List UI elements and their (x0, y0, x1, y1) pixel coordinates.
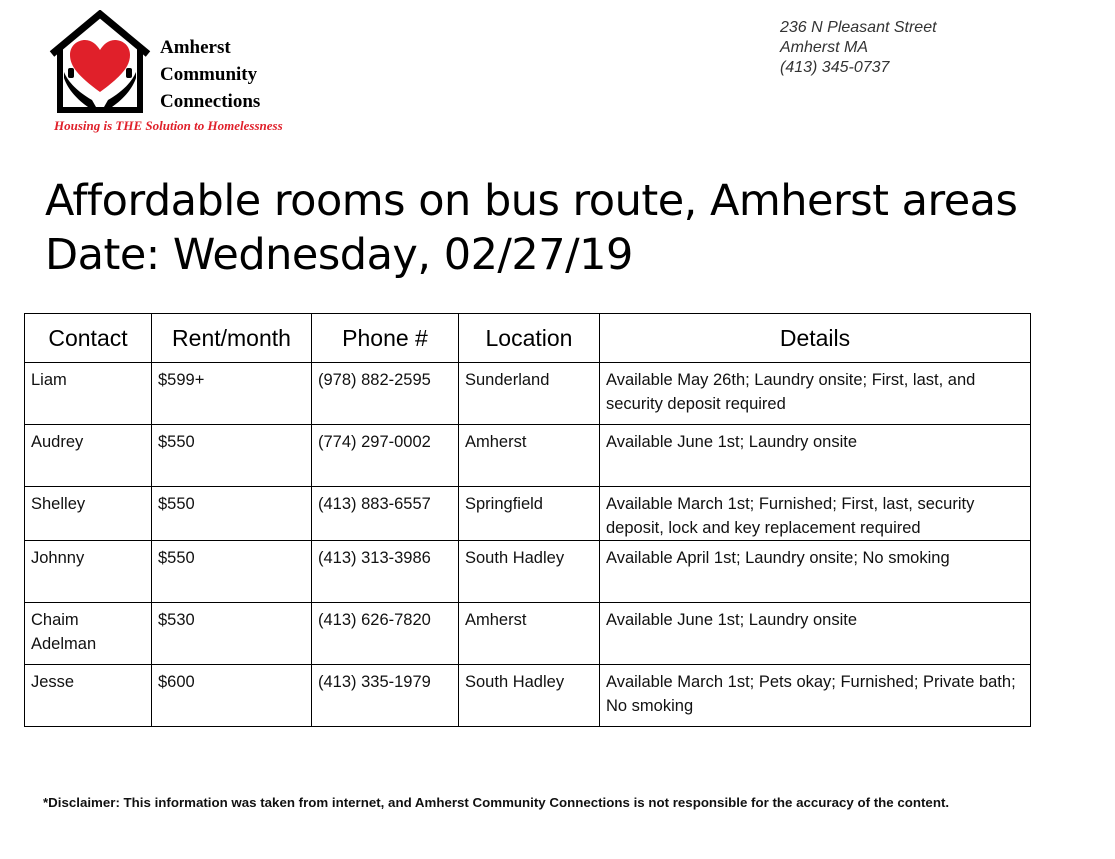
address-street: 236 N Pleasant Street (780, 19, 937, 36)
cell-location: South Hadley (459, 541, 600, 603)
org-name-line3: Connections (160, 91, 261, 112)
page-title: Affordable rooms on bus route, Amherst areas (45, 176, 1018, 226)
cell-phone: (413) 335-1979 (312, 665, 459, 727)
page-date: Date: Wednesday, 02/27/19 (45, 230, 633, 280)
org-logo (48, 10, 348, 138)
cell-details: Available June 1st; Laundry onsite (600, 603, 1031, 665)
table-row (25, 665, 1031, 727)
table-row (25, 541, 1031, 603)
cell-rent: $600 (152, 665, 312, 727)
org-name-line1: Amherst (160, 37, 231, 58)
header-rent: Rent/month (152, 314, 312, 363)
cell-rent: $599+ (152, 363, 312, 425)
cell-details: Available June 1st; Laundry onsite (600, 425, 1031, 487)
cell-details: Available April 1st; Laundry onsite; No smoking (600, 541, 1031, 603)
cell-location: Sunderland (459, 363, 600, 425)
cell-details: Available March 1st; Pets okay; Furnished; Private bath; No smoking (600, 665, 1031, 727)
org-address (780, 18, 937, 78)
cell-phone: (774) 297-0002 (312, 425, 459, 487)
cell-contact: Shelley (25, 487, 152, 541)
cell-contact: Chaim Adelman (25, 603, 152, 665)
cell-location: Amherst (459, 425, 600, 487)
cell-phone: (413) 626-7820 (312, 603, 459, 665)
cell-rent: $550 (152, 541, 312, 603)
cell-location: Amherst (459, 603, 600, 665)
cell-contact: Johnny (25, 541, 152, 603)
cell-phone: (978) 882-2595 (312, 363, 459, 425)
table-header-row (25, 314, 1031, 363)
cell-details: Available March 1st; Furnished; First, last, security deposit, lock and key replacement required (600, 487, 1031, 541)
cell-rent: $550 (152, 425, 312, 487)
cell-location: Springfield (459, 487, 600, 541)
header-location: Location (459, 314, 600, 363)
org-name-line2: Community (160, 64, 258, 85)
cell-contact: Jesse (25, 665, 152, 727)
cell-rent: $550 (152, 487, 312, 541)
cell-contact: Liam (25, 363, 152, 425)
table-row (25, 425, 1031, 487)
cell-phone: (413) 313-3986 (312, 541, 459, 603)
listings-table (24, 313, 1031, 727)
cell-rent: $530 (152, 603, 312, 665)
cell-phone: (413) 883-6557 (312, 487, 459, 541)
table-row (25, 363, 1031, 425)
address-city: Amherst MA (780, 39, 869, 56)
header-details: Details (600, 314, 1031, 363)
table-row (25, 487, 1031, 541)
cell-contact: Audrey (25, 425, 152, 487)
table-row (25, 603, 1031, 665)
header-phone: Phone # (312, 314, 459, 363)
header-contact: Contact (25, 314, 152, 363)
cell-location: South Hadley (459, 665, 600, 727)
page-heading (45, 174, 1017, 282)
org-name (160, 34, 260, 115)
house-heart-hands-icon (48, 10, 152, 114)
address-phone: (413) 345-0737 (780, 59, 890, 76)
org-tagline: Housing is THE Solution to Homelessness (54, 118, 283, 133)
cell-details: Available May 26th; Laundry onsite; First, last, and security deposit required (600, 363, 1031, 425)
disclaimer-text: *Disclaimer: This information was taken from internet, and Amherst Community Connections is not responsible for the accuracy of the content. (43, 795, 950, 810)
